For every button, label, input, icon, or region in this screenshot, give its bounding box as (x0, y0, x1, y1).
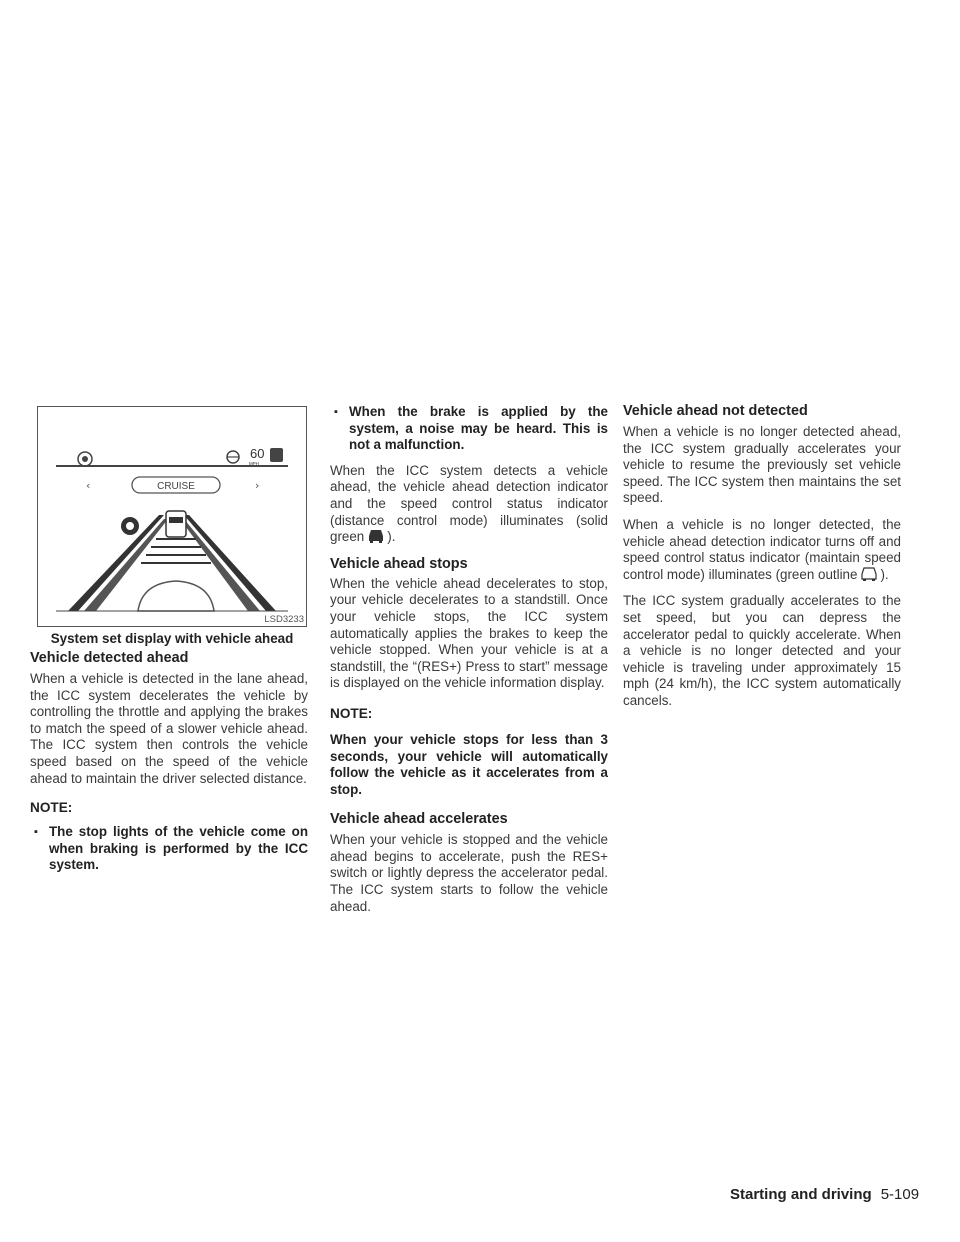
figure-caption: System set display with vehicle ahead (50, 631, 294, 646)
heading-vehicle-ahead-stops: Vehicle ahead stops (330, 555, 468, 572)
right-arrow-icon: › (255, 479, 260, 492)
footer-section-title: Starting and driving (730, 1186, 872, 1203)
column-1 (30, 649, 308, 874)
bullet-brake-noise: ▪ When the brake is applied by the system, a noise may be heard. This is not a malfunction. (330, 404, 608, 454)
note-label-2: NOTE: (330, 705, 373, 721)
system-display-figure (37, 406, 307, 627)
cruise-display-illustration (38, 407, 306, 626)
set-speed-unit: MPH (249, 461, 259, 466)
paragraph-text-part1: When the ICC system detects a vehicle ahead, the vehicle ahead detection indicator and the speed control status indicator (distance control mode) illuminates (solid green (330, 462, 608, 545)
cruise-label: CRUISE (157, 481, 195, 492)
paragraph-icc-detects-vehicle (330, 463, 608, 546)
set-speed-value: 60 (250, 446, 265, 461)
heading-vehicle-ahead-accelerates: Vehicle ahead accelerates (330, 811, 508, 828)
note-text-stop-seconds: When your vehicle stops for less than 3 seconds, your vehicle will automatically follow the vehicle as it accelerates from a stop. (330, 731, 608, 797)
paragraph-not-detected-3: The ICC system gradually accelerates to the set speed, but you can depress the accelerator pedal to quickly accelerate. When a vehicle is no longer detected and your vehicle is traveling under approximately 15 mph (24 km/h), the ICC system automatically cancels. (623, 593, 901, 708)
vehicle-ahead-icon (166, 511, 186, 537)
footer-page-number: 5-109 (880, 1186, 920, 1203)
column-2 (330, 404, 608, 915)
paragraph-text-part1: When a vehicle is no longer detected, the vehicle ahead detection indicator turns off and speed control status indicator (maintain speed control mode) illuminates (green outline (623, 516, 901, 582)
vehicle-ahead-indicator-icon (270, 448, 283, 462)
outline-vehicle-icon (861, 567, 877, 581)
paragraph-text-part2: ). (387, 529, 396, 545)
heading-vehicle-detected-ahead: Vehicle detected ahead (30, 650, 189, 666)
left-arrow-icon: ‹ (86, 479, 91, 492)
heading-vehicle-ahead-not-detected: Vehicle ahead not detected (623, 403, 808, 419)
column-3 (623, 402, 901, 710)
paragraph-vehicle-ahead-accelerates: When your vehicle is stopped and the vehicle ahead begins to accelerate, push the RES+ switch or lightly depress the accelerator pedal. The ICC system starts to follow the vehicle ahead. (330, 832, 608, 914)
paragraph-vehicle-detected-ahead: When a vehicle is detected in the lane ahead, the ICC system decelerates the vehicle by controlling the throttle and applying the brakes to match the speed of a slower vehicle ahead. The ICC system then controls the vehicle speed based on the speed of the vehicle ahead to maintain the driver selected distance. (30, 671, 308, 786)
paragraph-not-detected-1: When a vehicle is no longer detected ahead, the ICC system gradually accelerates your vehicle to resume the previously set vehicle speed. The ICC system then maintains the set speed. (623, 424, 901, 506)
figure-code: LSD3233 (264, 614, 304, 625)
own-vehicle-icon (138, 581, 214, 611)
paragraph-vehicle-ahead-stops: When the vehicle ahead decelerates to stop, your vehicle decelerates to a standstill. Once your vehicle stops, the ICC system automatically applies the brakes to keep the vehicle stopped. When your vehicle is at a standstill, the “(RES+) Press to start” message is displayed on the vehicle information display. (330, 575, 608, 691)
paragraph-text-part2: ). (880, 566, 889, 582)
page-footer (730, 1186, 919, 1203)
note-bullet-stop-lights: ▪ The stop lights of the vehicle come on when braking is performed by the ICC system. (30, 824, 308, 874)
note-label: NOTE: (30, 800, 73, 816)
solid-vehicle-icon (368, 529, 384, 543)
paragraph-not-detected-2 (623, 517, 901, 583)
